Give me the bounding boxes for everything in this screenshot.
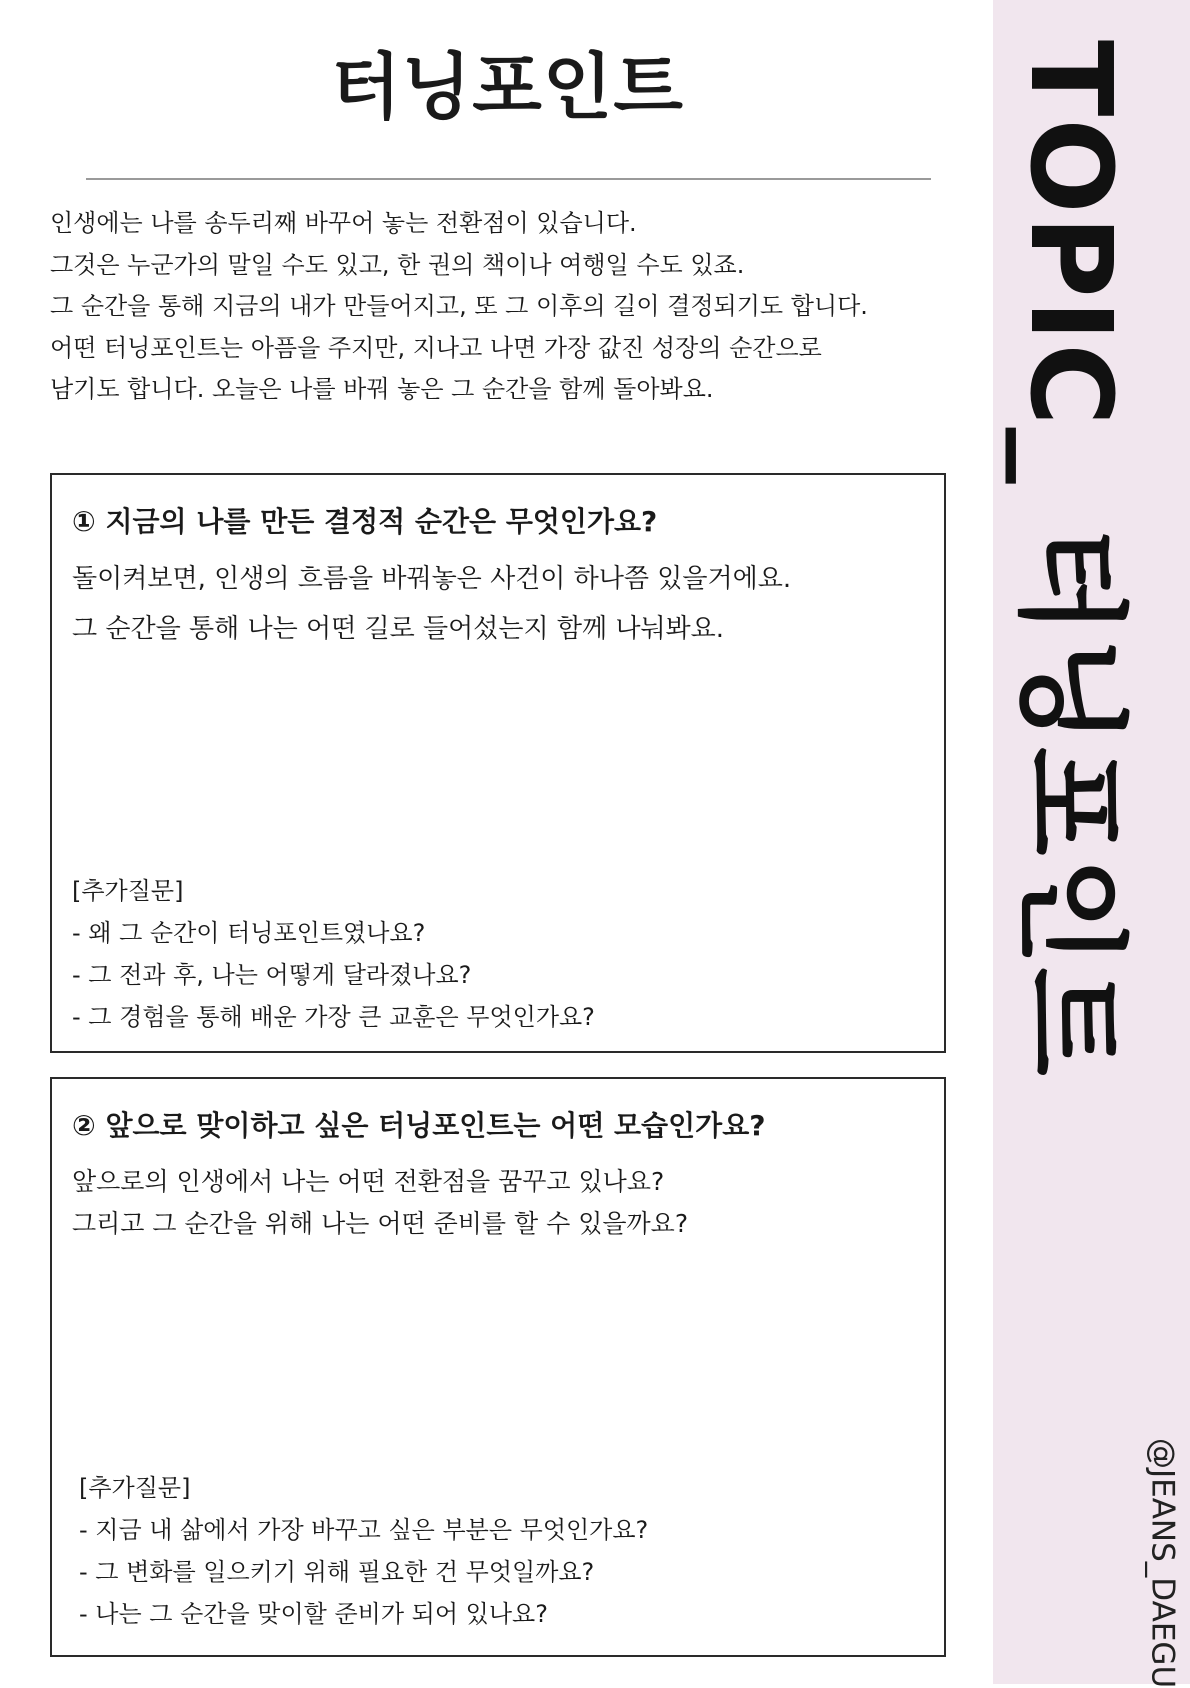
extra-questions: [72, 870, 595, 1038]
intro-paragraph: [50, 203, 970, 411]
title-divider: [86, 178, 931, 180]
question-box-1: [50, 473, 946, 1053]
extra-questions-label: [추가질문]: [79, 1474, 191, 1502]
question-heading: ① 지금의 나를 만든 결정적 순간은 무엇인가요?: [72, 505, 658, 538]
extra-question-item: - 왜 그 순간이 터닝포인트였나요?: [72, 919, 426, 947]
extra-questions-label: [추가질문]: [72, 877, 184, 905]
question-description: [72, 1161, 688, 1245]
intro-line: 남기도 합니다. 오늘은 나를 바꿔 놓은 그 순간을 함께 돌아봐요.: [50, 375, 714, 403]
description-line: 그리고 그 순간을 위해 나는 어떤 준비를 할 수 있을까요?: [72, 1209, 689, 1238]
page-title: 터닝포인트: [331, 45, 684, 129]
description-line: 돌이켜보면, 인생의 흐름을 바꿔놓은 사건이 하나쯤 있을거에요.: [72, 564, 792, 594]
extra-question-item: - 그 전과 후, 나는 어떻게 달라졌나요?: [72, 961, 472, 989]
sidebar-handle: @JEANS_DAEGU: [1144, 1438, 1181, 1688]
description-line: 앞으로의 인생에서 나는 어떤 전환점을 꿈꾸고 있나요?: [72, 1167, 665, 1196]
description-line: 그 순간을 통해 나는 어떤 길로 들어섰는지 함께 나눠봐요.: [72, 614, 725, 644]
intro-line: 그 순간을 통해 지금의 내가 만들어지고, 또 그 이후의 길이 결정되기도 합니다.: [50, 292, 868, 320]
intro-line: 어떤 터닝포인트는 아픔을 주지만, 지나고 나면 가장 값진 성장의 순간으로: [50, 333, 822, 362]
extra-question-item: - 그 변화를 일으키기 위해 필요한 건 무엇일까요?: [79, 1558, 595, 1586]
extra-questions: [79, 1467, 648, 1635]
extra-question-item: - 그 경험을 통해 배운 가장 큰 교훈은 무엇인가요?: [72, 1003, 595, 1031]
intro-line: 인생에는 나를 송두리째 바꾸어 놓는 전환점이 있습니다.: [50, 209, 637, 237]
question-description: [72, 554, 791, 654]
question-box-2: [50, 1077, 946, 1657]
intro-line: 그것은 누군가의 말일 수도 있고, 한 권의 책이나 여행일 수도 있죠.: [50, 250, 745, 279]
extra-question-item: - 나는 그 순간을 맞이할 준비가 되어 있나요?: [79, 1600, 548, 1628]
sidebar-topic-title: TOPIC_ 터닝포인트: [1005, 40, 1135, 1078]
question-heading: ② 앞으로 맞이하고 싶은 터닝포인트는 어떤 모습인가요?: [72, 1109, 766, 1142]
extra-question-item: - 지금 내 삶에서 가장 바꾸고 싶은 부분은 무엇인가요?: [79, 1516, 649, 1544]
